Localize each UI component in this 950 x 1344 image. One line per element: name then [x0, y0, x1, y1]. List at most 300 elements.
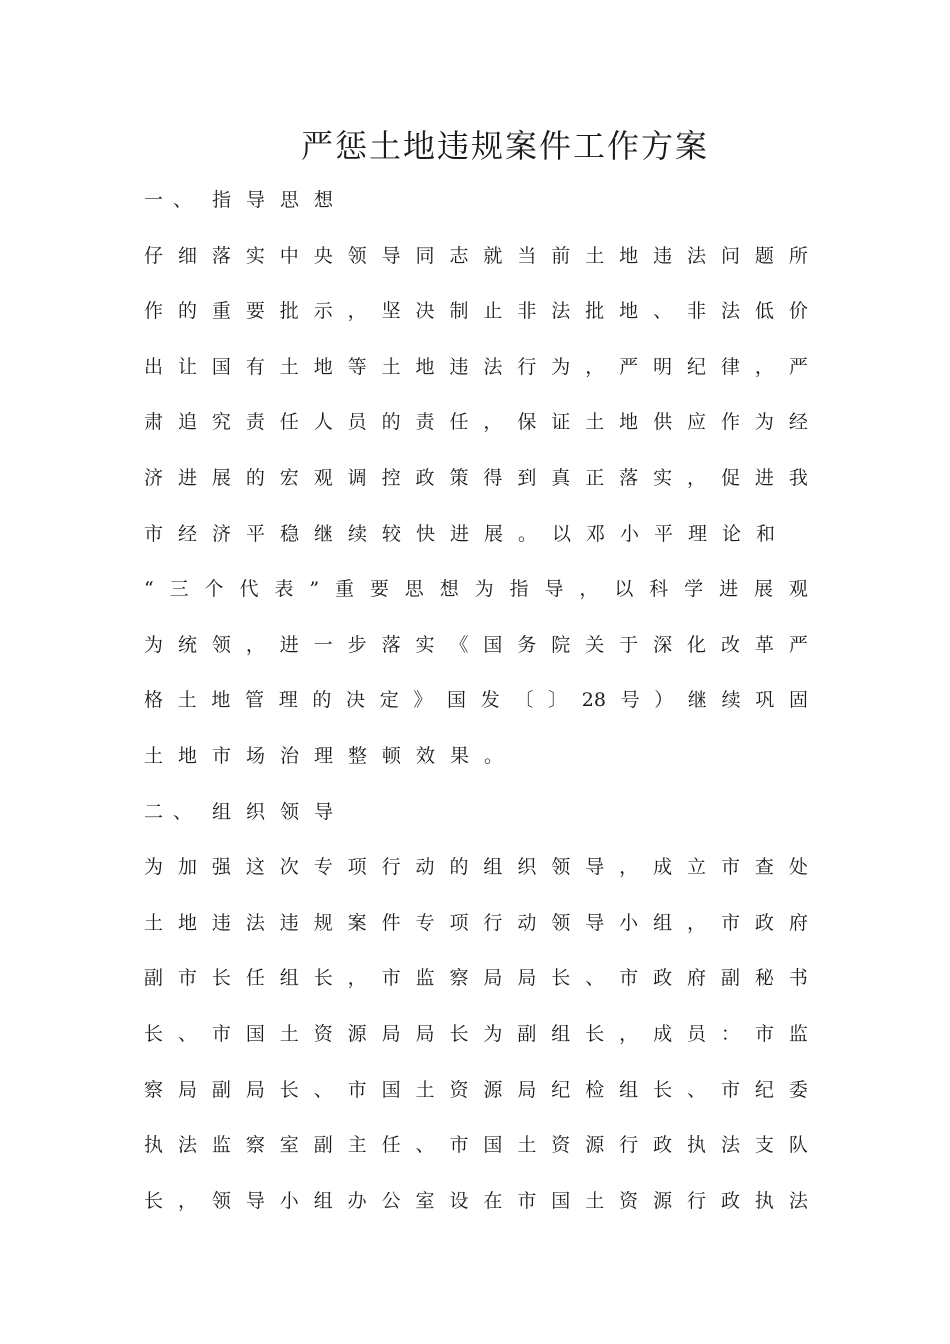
text-char: 纪 — [551, 1079, 571, 1101]
text-char: 局 — [517, 1079, 537, 1101]
text-char: 长 — [551, 967, 571, 989]
text-char: 一 — [313, 634, 333, 656]
text-char: 当 — [517, 245, 537, 267]
text-char: 副 — [720, 967, 740, 989]
text-char: 非 — [517, 300, 537, 322]
text-line — [144, 1018, 808, 1050]
text-char: 所 — [788, 245, 808, 267]
text-char: 改 — [720, 634, 740, 656]
text-char: 巩 — [755, 689, 775, 711]
text-char: 地 — [211, 689, 231, 711]
text-char: ， — [579, 578, 599, 600]
text-char: 等 — [347, 356, 367, 378]
text-char: 理 — [278, 689, 298, 711]
text-char: 仔 — [144, 245, 164, 267]
text-char: 源 — [483, 1079, 503, 1101]
text-char: ， — [347, 300, 367, 322]
text-char: 委 — [788, 1079, 808, 1101]
text-char: 市 — [449, 1134, 469, 1156]
text-char: 示 — [313, 300, 333, 322]
text-char: 件 — [381, 912, 401, 934]
text-char: 书 — [788, 967, 808, 989]
text-char: 法 — [177, 1134, 197, 1156]
text-char: 管 — [245, 689, 265, 711]
text-char: ： — [720, 1023, 740, 1045]
text-char: 法 — [245, 912, 265, 934]
text-char: 行 — [483, 912, 503, 934]
text-char: 市 — [619, 967, 639, 989]
text-char: 局 — [517, 967, 537, 989]
text-char: 在 — [483, 1190, 503, 1212]
text-char: 有 — [245, 356, 265, 378]
text-char: 步 — [347, 634, 367, 656]
text-char: 市 — [720, 856, 740, 878]
text-char: 作 — [144, 300, 164, 322]
text-char: 展 — [211, 467, 231, 489]
text-char: 深 — [653, 634, 673, 656]
text-char: 就 — [483, 245, 503, 267]
section-number-1: 一、 — [144, 189, 203, 211]
text-char: 导 — [245, 1190, 265, 1212]
text-char: 表 — [274, 578, 294, 600]
text-char: 律 — [720, 356, 740, 378]
text-char: 市 — [517, 1190, 537, 1212]
text-char: 落 — [619, 467, 639, 489]
text-line — [144, 629, 808, 661]
text-line — [144, 684, 808, 716]
text-line — [144, 351, 808, 383]
text-char: 的 — [312, 689, 332, 711]
text-char: 室 — [279, 1134, 299, 1156]
text-char: 证 — [551, 411, 571, 433]
text-char: 国 — [447, 689, 467, 711]
text-char: 、 — [585, 967, 605, 989]
text-char: 察 — [144, 1079, 164, 1101]
text-char: 指 — [509, 578, 529, 600]
text-char: ， — [585, 356, 605, 378]
text-char: 继 — [687, 689, 707, 711]
text-char: 土 — [279, 1023, 299, 1045]
text-line — [144, 295, 808, 327]
text-char: 肃 — [144, 411, 164, 433]
text-char: 人 — [313, 411, 333, 433]
text-char: 的 — [381, 411, 401, 433]
text-char: 小 — [619, 912, 639, 934]
text-char: 革 — [754, 634, 774, 656]
text-char: 察 — [449, 967, 469, 989]
text-char: 导 — [381, 245, 401, 267]
text-char: 长 — [144, 1023, 164, 1045]
text-char: 织 — [517, 856, 537, 878]
text-char: 为 — [483, 1023, 503, 1045]
text-char: 导 — [544, 578, 564, 600]
text-char: 监 — [211, 1134, 231, 1156]
text-char: 价 — [788, 300, 808, 322]
text-char: 促 — [720, 467, 740, 489]
text-char: 严 — [788, 356, 808, 378]
text-char: ， — [483, 411, 503, 433]
text-char: 实 — [415, 634, 435, 656]
text-char: 长 — [653, 1079, 673, 1101]
text-char: 项 — [449, 912, 469, 934]
text-char: 问 — [720, 245, 740, 267]
text-char: 局 — [381, 1023, 401, 1045]
text-char: 进 — [754, 467, 774, 489]
text-char: 府 — [687, 967, 707, 989]
text-char: 长 — [449, 1023, 469, 1045]
text-char: ， — [754, 356, 774, 378]
text-char: 加 — [177, 856, 197, 878]
text-char: 重 — [211, 300, 231, 322]
text-char: 、 — [687, 1079, 707, 1101]
text-char: 任 — [245, 967, 265, 989]
text-char: 真 — [551, 467, 571, 489]
text-char: 副 — [517, 1023, 537, 1045]
text-char: ， — [619, 1023, 639, 1045]
text-char: ” — [309, 578, 320, 600]
text-char: ， — [687, 912, 707, 934]
text-line — [144, 462, 808, 494]
text-line — [144, 573, 808, 605]
text-char: 检 — [585, 1079, 605, 1101]
text-char: 严 — [619, 356, 639, 378]
text-char: 执 — [144, 1134, 164, 1156]
text-char: 资 — [449, 1079, 469, 1101]
text-char: 化 — [687, 634, 707, 656]
text-line — [144, 1074, 808, 1106]
text-char: 、 — [653, 300, 673, 322]
text-char: 领 — [551, 856, 571, 878]
text-char: 违 — [279, 912, 299, 934]
text-char: 为 — [754, 411, 774, 433]
text-line: 市经济平稳继续较快进展。以邓小平理论和 — [144, 523, 791, 545]
text-char: 纪 — [754, 1079, 774, 1101]
text-char: 正 — [585, 467, 605, 489]
text-char: 组 — [279, 967, 299, 989]
text-char: 为 — [474, 578, 494, 600]
text-char: 28 — [581, 689, 606, 711]
text-char: 实 — [245, 245, 265, 267]
text-char: 地 — [313, 356, 333, 378]
text-char: 土 — [585, 245, 605, 267]
text-char: 责 — [415, 411, 435, 433]
text-char: 为 — [144, 634, 164, 656]
text-char: 中 — [279, 245, 299, 267]
text-char: 任 — [381, 1134, 401, 1156]
text-char: 进 — [177, 467, 197, 489]
document-title: 严惩土地违规案件工作方案 — [300, 127, 709, 165]
text-char: 地 — [619, 245, 639, 267]
text-char: 国 — [211, 356, 231, 378]
text-char: 组 — [619, 1079, 639, 1101]
text-char: 思 — [404, 578, 424, 600]
text-char: 〕 — [548, 689, 568, 711]
text-char: 组 — [551, 1023, 571, 1045]
text-char: 政 — [415, 467, 435, 489]
text-char: 土 — [381, 356, 401, 378]
text-char: 批 — [279, 300, 299, 322]
text-char: 进 — [719, 578, 739, 600]
text-char: 行 — [619, 1134, 639, 1156]
text-line — [144, 962, 808, 994]
text-char: 、 — [313, 1079, 333, 1101]
text-char: 地 — [619, 411, 639, 433]
section-heading-text-2: 组织领导 — [212, 801, 349, 823]
text-char: 设 — [449, 1190, 469, 1212]
text-line — [144, 1129, 808, 1161]
text-char: 成 — [653, 1023, 673, 1045]
text-char: 到 — [517, 467, 537, 489]
text-char: 行 — [517, 356, 537, 378]
text-char: 批 — [585, 300, 605, 322]
text-char: 明 — [653, 356, 673, 378]
text-char: 保 — [517, 411, 537, 433]
text-char: 员 — [347, 411, 367, 433]
text-char: 调 — [347, 467, 367, 489]
text-char: 土 — [517, 1134, 537, 1156]
text-char: 专 — [415, 912, 435, 934]
text-char: 宏 — [279, 467, 299, 489]
text-char: 前 — [551, 245, 571, 267]
text-char: 成 — [653, 856, 673, 878]
text-char: 代 — [239, 578, 259, 600]
text-char: 纪 — [687, 356, 707, 378]
text-char: 动 — [517, 912, 537, 934]
text-char: 执 — [754, 1190, 774, 1212]
text-char: 市 — [347, 1079, 367, 1101]
text-line — [144, 1185, 808, 1217]
text-char: 法 — [720, 1134, 740, 1156]
text-char: 监 — [415, 967, 435, 989]
text-char: 续 — [721, 689, 741, 711]
text-char: 市 — [720, 912, 740, 934]
text-char: 央 — [313, 245, 333, 267]
text-char: 执 — [687, 1134, 707, 1156]
text-char: 领 — [551, 912, 571, 934]
text-char: 项 — [347, 856, 367, 878]
text-char: 地 — [415, 356, 435, 378]
text-char: 细 — [177, 245, 197, 267]
text-char: 任 — [449, 411, 469, 433]
text-char: 土 — [585, 411, 605, 433]
text-char: ， — [245, 634, 265, 656]
section-heading-1 — [144, 184, 808, 216]
text-char: 组 — [653, 912, 673, 934]
text-char: 局 — [415, 1023, 435, 1045]
text-char: ， — [619, 856, 639, 878]
text-char: 严 — [788, 634, 808, 656]
text-char: 案 — [347, 912, 367, 934]
text-char: 领 — [211, 1190, 231, 1212]
text-char: 为 — [551, 356, 571, 378]
text-char: 同 — [415, 245, 435, 267]
text-char: 落 — [211, 245, 231, 267]
text-char: 资 — [313, 1023, 333, 1045]
text-char: 要 — [369, 578, 389, 600]
text-char: 关 — [585, 634, 605, 656]
text-char: 实 — [653, 467, 673, 489]
text-char: 市 — [381, 967, 401, 989]
text-char: 长 — [585, 1023, 605, 1045]
text-char: 室 — [415, 1190, 435, 1212]
text-char: 《 — [449, 634, 469, 656]
text-char: 长 — [313, 967, 333, 989]
text-line — [144, 406, 808, 438]
text-char: 重 — [334, 578, 354, 600]
text-char: 追 — [177, 411, 197, 433]
text-char: 领 — [347, 245, 367, 267]
text-line — [144, 240, 808, 272]
text-char: 违 — [653, 245, 673, 267]
text-char: 的 — [177, 300, 197, 322]
text-char: 办 — [347, 1190, 367, 1212]
text-char: 市 — [720, 1079, 740, 1101]
text-char: 支 — [754, 1134, 774, 1156]
text-char: 察 — [245, 1134, 265, 1156]
text-char: 秘 — [754, 967, 774, 989]
text-char: 源 — [585, 1134, 605, 1156]
text-char: 局 — [483, 967, 503, 989]
text-char: 定 — [379, 689, 399, 711]
text-char: 次 — [279, 856, 299, 878]
text-char: 务 — [517, 634, 537, 656]
text-char: 的 — [449, 856, 469, 878]
text-char: 长 — [144, 1190, 164, 1212]
text-char: 法 — [483, 356, 503, 378]
text-char: 法 — [551, 300, 571, 322]
text-char: 以 — [614, 578, 634, 600]
text-char: 府 — [788, 912, 808, 934]
text-char: 统 — [177, 634, 197, 656]
section-number-2: 二、 — [144, 801, 203, 823]
text-char: 国 — [381, 1079, 401, 1101]
text-char: 政 — [754, 912, 774, 934]
text-char: 政 — [653, 1134, 673, 1156]
text-char: 资 — [551, 1134, 571, 1156]
text-char: 非 — [687, 300, 707, 322]
text-char: 导 — [585, 856, 605, 878]
text-char: 出 — [144, 356, 164, 378]
text-char: 发 — [480, 689, 500, 711]
text-char: 局 — [245, 1079, 265, 1101]
text-line — [144, 907, 808, 939]
text-char: 止 — [483, 300, 503, 322]
text-char: 法 — [687, 245, 707, 267]
text-char: 科 — [649, 578, 669, 600]
text-char: 》 — [413, 689, 433, 711]
text-char: 控 — [381, 467, 401, 489]
text-char: 我 — [788, 467, 808, 489]
text-char: 想 — [439, 578, 459, 600]
text-char: 立 — [687, 856, 707, 878]
text-char: 处 — [788, 856, 808, 878]
text-char: 副 — [144, 967, 164, 989]
text-char: 策 — [449, 467, 469, 489]
text-char: 源 — [347, 1023, 367, 1045]
text-char: 违 — [449, 356, 469, 378]
text-char: 〔 — [514, 689, 534, 711]
text-char: 土 — [415, 1079, 435, 1101]
text-char: 监 — [788, 1023, 808, 1045]
text-char: 地 — [177, 912, 197, 934]
text-char: 副 — [313, 1134, 333, 1156]
text-char: ， — [687, 467, 707, 489]
text-char: 决 — [415, 300, 435, 322]
text-line: 土地市场治理整顿效果。 — [144, 745, 519, 767]
text-char: 号 — [620, 689, 640, 711]
text-char: 违 — [211, 912, 231, 934]
text-char: 观 — [788, 578, 808, 600]
text-char: 法 — [788, 1190, 808, 1212]
text-char: 进 — [279, 634, 299, 656]
text-char: 应 — [687, 411, 707, 433]
text-char: 国 — [245, 1023, 265, 1045]
text-char: 领 — [211, 634, 231, 656]
text-char: 政 — [653, 967, 673, 989]
text-char: 志 — [449, 245, 469, 267]
text-char: 责 — [245, 411, 265, 433]
text-char: 源 — [653, 1190, 673, 1212]
text-char: 制 — [449, 300, 469, 322]
text-char: 查 — [754, 856, 774, 878]
text-char: 行 — [381, 856, 401, 878]
text-char: ） — [654, 689, 674, 711]
text-char: 要 — [245, 300, 265, 322]
text-char: 院 — [551, 634, 571, 656]
text-char: ， — [347, 967, 367, 989]
text-char: 得 — [483, 467, 503, 489]
text-char: 政 — [720, 1190, 740, 1212]
text-char: 队 — [788, 1134, 808, 1156]
text-char: ， — [177, 1190, 197, 1212]
text-char: 长 — [279, 1079, 299, 1101]
text-char: 土 — [177, 689, 197, 711]
text-char: 国 — [483, 634, 503, 656]
text-char: 市 — [177, 967, 197, 989]
text-char: 作 — [720, 411, 740, 433]
text-char: 让 — [177, 356, 197, 378]
text-char: 土 — [585, 1190, 605, 1212]
text-char: 国 — [551, 1190, 571, 1212]
text-char: 动 — [415, 856, 435, 878]
text-char: 法 — [720, 300, 740, 322]
text-char: 低 — [754, 300, 774, 322]
text-char: “ — [144, 578, 154, 600]
text-char: 土 — [144, 912, 164, 934]
text-char: 为 — [144, 856, 164, 878]
text-char: 市 — [754, 1023, 774, 1045]
text-char: 主 — [347, 1134, 367, 1156]
text-line — [144, 851, 808, 883]
text-char: 这 — [245, 856, 265, 878]
text-char: 行 — [687, 1190, 707, 1212]
text-char: 题 — [754, 245, 774, 267]
text-char: 决 — [346, 689, 366, 711]
text-char: 于 — [619, 634, 639, 656]
text-char: 展 — [754, 578, 774, 600]
text-char: 坚 — [381, 300, 401, 322]
text-char: 副 — [211, 1079, 231, 1101]
text-char: 导 — [585, 912, 605, 934]
text-char: 小 — [279, 1190, 299, 1212]
section-heading-2 — [144, 796, 808, 828]
text-char: 资 — [619, 1190, 639, 1212]
text-char: 学 — [684, 578, 704, 600]
text-char: 员 — [687, 1023, 707, 1045]
text-char: 专 — [313, 856, 333, 878]
text-char: 落 — [381, 634, 401, 656]
text-char: 组 — [313, 1190, 333, 1212]
